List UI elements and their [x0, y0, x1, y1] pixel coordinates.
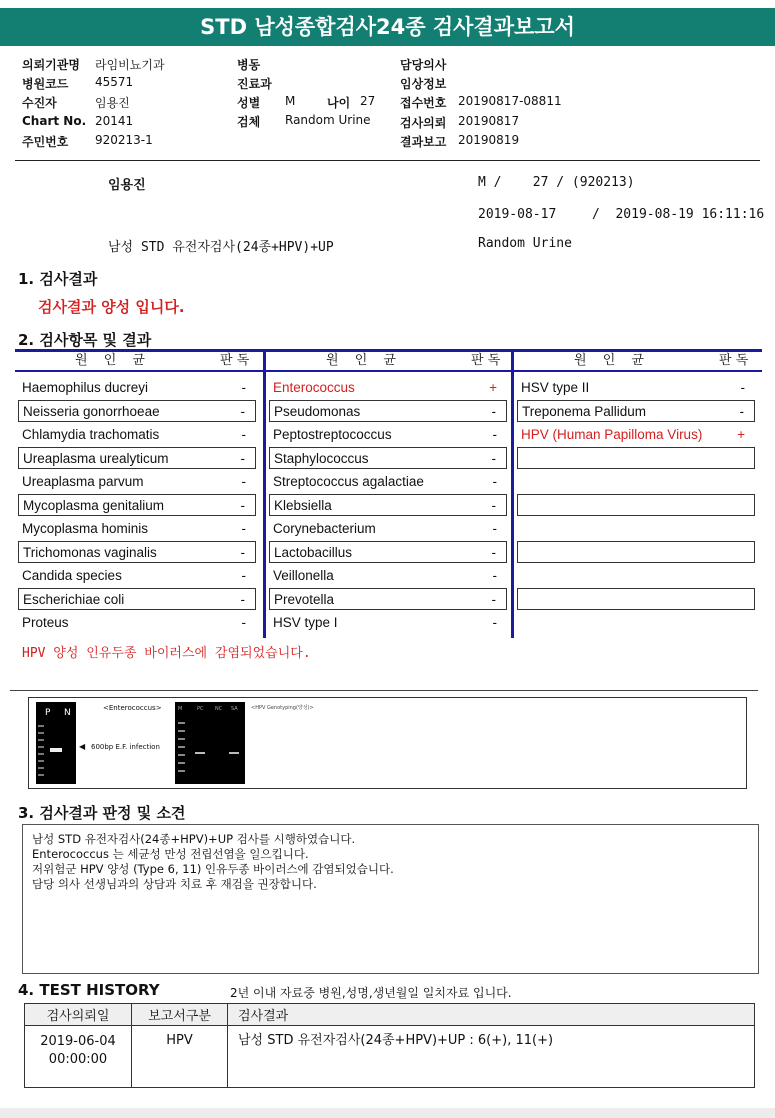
organism-result: + — [737, 427, 745, 442]
gel-caption-right: <HPV Genotyping(양성)> — [251, 705, 314, 711]
organism-name: Candida species — [22, 568, 122, 583]
organism-name: Streptococcus agalactiae — [273, 474, 424, 489]
id-label: 주민번호 — [22, 135, 69, 149]
result-row — [18, 565, 256, 587]
result-row — [269, 494, 507, 516]
result-row — [269, 377, 507, 399]
report-value: 20190819 — [458, 133, 520, 147]
col-header-organism: 원 인 균 — [75, 353, 151, 368]
clinical-label: 임상정보 — [400, 77, 447, 91]
section1-result: 검사결과 양성 입니다. — [38, 298, 185, 316]
organism-name: Treponema Pallidum — [522, 404, 647, 419]
organism-name: Escherichiae coli — [23, 592, 125, 607]
specimen-label: 검체 — [237, 115, 261, 129]
summary-test-name: 남성 STD 유전자검사(24종+HPV)+UP — [108, 240, 334, 255]
history-date-cell — [25, 1026, 132, 1088]
specimen-value: Random Urine — [285, 113, 371, 127]
chart-label: Chart No. — [22, 114, 87, 128]
organism-name: Neisseria gonorrhoeae — [23, 404, 160, 419]
section4-note: 2년 이내 자료중 병원,성명,생년월일 일치자료 입니다. — [230, 986, 512, 1000]
gel-caption-left: <Enterococcus> — [103, 704, 162, 712]
report-title: STD 남성종합검사24종 검사결과보고서 — [0, 8, 775, 46]
summary-date-report: / 2019-08-19 16:11:16 — [592, 207, 765, 222]
organism-result: - — [240, 404, 245, 419]
organism-result: - — [241, 474, 246, 489]
organism-result: - — [241, 615, 246, 630]
history-col-result: 검사결과 — [228, 1004, 755, 1026]
gel-right-photo — [175, 702, 245, 784]
organism-name: Klebsiella — [274, 498, 332, 513]
organism-result: - — [491, 545, 496, 560]
result-row — [18, 588, 256, 610]
opinion-line: 저위험군 HPV 양성 (Type 6, 11) 인유두종 바이러스에 감염되었습니다. — [32, 862, 394, 876]
history-date: 2019-06-04 — [40, 1034, 116, 1049]
organism-name: Trichomonas vaginalis — [23, 545, 157, 560]
band-sa — [229, 752, 239, 754]
history-type: HPV — [132, 1026, 228, 1088]
result-row — [18, 424, 256, 446]
summary-name: 임용진 — [108, 178, 146, 193]
organism-result: - — [241, 568, 246, 583]
result-row — [269, 541, 507, 563]
band-600bp — [50, 748, 62, 752]
organism-result: - — [491, 451, 496, 466]
patient-label: 수진자 — [22, 96, 57, 110]
section1-heading: 1. 검사결과 — [18, 270, 98, 288]
organism-name: Pseudomonas — [274, 404, 361, 419]
organism-result: - — [241, 380, 246, 395]
col-header-judge: 판 독 — [220, 353, 250, 368]
organism-result: - — [240, 498, 245, 513]
col-header-judge: 판 독 — [471, 353, 501, 368]
history-table — [24, 1003, 755, 1088]
section3-heading: 3. 검사결과 판정 및 소견 — [18, 804, 186, 822]
header-info — [22, 56, 762, 156]
page-footer-bar — [0, 1108, 775, 1118]
ladder-bands-right — [178, 716, 185, 778]
organism-name: Haemophilus ducreyi — [22, 380, 149, 395]
result-row — [18, 447, 256, 469]
organism-result: - — [492, 615, 497, 630]
organism-result: - — [491, 404, 496, 419]
result-row — [269, 471, 507, 493]
lane-nc: NC — [215, 706, 223, 712]
lane-m: M — [178, 706, 183, 712]
organism-name: Mycoplasma hominis — [22, 521, 149, 536]
organism-result: - — [240, 592, 245, 607]
organism-name: Enterococcus — [273, 380, 355, 395]
organism-result: - — [241, 427, 246, 442]
results-table — [15, 351, 762, 641]
organism-name: Peptostreptococcus — [273, 427, 392, 442]
result-row — [18, 612, 256, 634]
result-row — [269, 518, 507, 540]
result-row — [269, 447, 507, 469]
age-label: 나이 — [327, 96, 351, 110]
result-row — [18, 471, 256, 493]
ladder-bands — [38, 720, 44, 778]
organism-name: HPV (Human Papilloma Virus) — [521, 427, 703, 442]
result-row — [517, 400, 755, 422]
result-row — [18, 377, 256, 399]
receipt-label: 접수번호 — [400, 96, 447, 110]
organism-result: - — [240, 545, 245, 560]
organism-result: - — [740, 380, 745, 395]
result-row — [517, 471, 755, 493]
organism-name: HSV type II — [521, 380, 590, 395]
report-label: 결과보고 — [400, 135, 447, 149]
history-result: 남성 STD 유전자검사(24종+HPV)+UP : 6(+), 11(+) — [228, 1026, 755, 1088]
col-header-organism: 원 인 균 — [326, 353, 402, 368]
organism-result: - — [739, 404, 744, 419]
opinion-text — [32, 832, 394, 892]
organism-name: Chlamydia trachomatis — [22, 427, 160, 442]
header-divider — [15, 160, 760, 161]
opinion-line: 담당 의사 선생님과의 상담과 치료 후 재검을 권장합니다. — [32, 877, 317, 891]
band-label: 600bp E.F. infection — [91, 743, 160, 751]
ward-label: 병동 — [237, 58, 261, 72]
result-row — [269, 588, 507, 610]
section2-heading: 2. 검사항목 및 결과 — [18, 331, 152, 349]
organism-result: - — [492, 427, 497, 442]
result-row — [517, 494, 755, 516]
lane-pc: PC — [197, 706, 204, 712]
code-label: 병원코드 — [22, 77, 69, 91]
result-row — [517, 447, 755, 469]
column-divider — [263, 351, 266, 638]
code-value: 45571 — [95, 75, 134, 89]
gel-top-rule — [10, 690, 758, 691]
opinion-box — [22, 824, 759, 974]
band-pc — [195, 752, 205, 754]
organism-name: Mycoplasma genitalium — [23, 498, 165, 513]
section2-note: HPV 양성 인유두종 바이러스에 감염되었습니다. — [22, 646, 311, 661]
dept-label: 진료과 — [237, 77, 272, 91]
result-row — [517, 424, 755, 446]
organism-name: Staphylococcus — [274, 451, 369, 466]
result-row — [517, 377, 755, 399]
organism-result: - — [492, 521, 497, 536]
summary-date-request: 2019-08-17 — [478, 207, 557, 222]
column-divider — [511, 351, 514, 638]
organism-result: - — [492, 568, 497, 583]
request-value: 20190817 — [458, 114, 520, 128]
inst-label: 의뢰기관명 — [22, 58, 80, 72]
inst-value: 라임비뇨기과 — [95, 58, 165, 72]
col-header-judge: 판 독 — [719, 353, 749, 368]
result-row — [269, 424, 507, 446]
opinion-line: 남성 STD 유전자검사(24종+HPV)+UP 검사를 시행하였습니다. — [32, 832, 356, 846]
request-label: 검사의뢰 — [400, 116, 447, 130]
result-row — [269, 565, 507, 587]
opinion-line: Enterococcus 는 세균성 만성 전립선염을 일으킵니다. — [32, 847, 309, 861]
history-header-row — [25, 1004, 755, 1026]
result-row — [269, 612, 507, 634]
organism-result: - — [240, 451, 245, 466]
table-row — [25, 1026, 755, 1088]
patient-value: 임용진 — [95, 96, 130, 110]
organism-result: - — [491, 592, 496, 607]
organism-name: Proteus — [22, 615, 69, 630]
section4-heading: 4. TEST HISTORY — [18, 981, 160, 999]
result-row — [517, 565, 755, 587]
chart-value: 20141 — [95, 114, 134, 128]
result-row — [18, 518, 256, 540]
result-row — [18, 541, 256, 563]
history-time: 00:00:00 — [48, 1052, 108, 1067]
organism-result: - — [492, 474, 497, 489]
result-row — [269, 400, 507, 422]
sex-label: 성별 — [237, 96, 261, 110]
lane-sa: SA — [231, 706, 238, 712]
result-row — [18, 400, 256, 422]
organism-result: - — [491, 498, 496, 513]
age-value: 27 — [360, 94, 376, 108]
organism-result: - — [241, 521, 246, 536]
arrow-icon: ◀ — [79, 742, 86, 751]
result-row — [517, 588, 755, 610]
organism-name: Lactobacillus — [274, 545, 353, 560]
gel-image-frame — [28, 697, 747, 789]
gel-left-photo — [36, 702, 76, 784]
doctor-label: 담당의사 — [400, 58, 447, 72]
col-header-organism: 원 인 균 — [574, 353, 650, 368]
organism-name: Corynebacterium — [273, 521, 376, 536]
organism-name: HSV type I — [273, 615, 338, 630]
lane-p-label: P — [45, 708, 51, 718]
id-value: 920213-1 — [95, 133, 153, 147]
receipt-value: 20190817-08811 — [458, 94, 562, 108]
organism-name: Ureaplasma parvum — [22, 474, 144, 489]
summary-sex-age: M / 27 / (920213) — [478, 175, 635, 190]
lane-n-label: N — [64, 708, 71, 718]
sex-value: M — [285, 94, 296, 108]
history-col-date: 검사의뢰일 — [25, 1004, 132, 1026]
history-col-type: 보고서구분 — [132, 1004, 228, 1026]
summary-specimen: Random Urine — [478, 236, 572, 251]
result-row — [517, 518, 755, 540]
organism-name: Prevotella — [274, 592, 335, 607]
result-row — [18, 494, 256, 516]
result-row — [517, 541, 755, 563]
organism-name: Ureaplasma urealyticum — [23, 451, 169, 466]
organism-result: + — [489, 380, 497, 395]
organism-name: Veillonella — [273, 568, 334, 583]
